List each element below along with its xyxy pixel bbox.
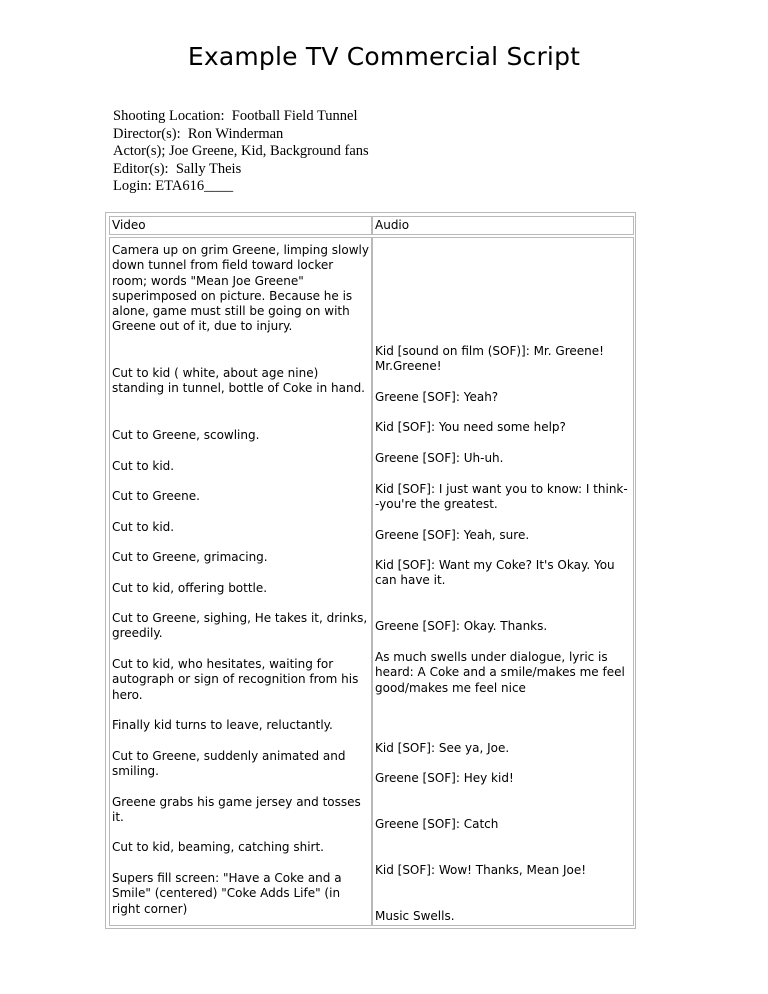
audio-entry: Greene [SOF]: Okay. Thanks. bbox=[375, 619, 548, 633]
shooting-location: Shooting Location: Football Field Tunnel bbox=[113, 108, 358, 124]
audio-entry: Kid [SOF]: Wow! Thanks, Mean Joe! bbox=[375, 863, 587, 877]
audio-entry: As much swells under dialogue, lyric is heard: A Coke and a smile/makes me feel good/makes me feel nice bbox=[375, 650, 625, 695]
audio-entry: Kid [SOF]: See ya, Joe. bbox=[375, 741, 510, 755]
video-entry: Camera up on grim Greene, limping slowly down tunnel from field toward locker room; words "Mean Joe Greene" superimposed on picture. Because he is alone, game must still be going on with Greene out of it, due to injury. bbox=[112, 243, 369, 334]
video-entry: Cut to Greene, sighing, He takes it, drinks, greedily. bbox=[112, 611, 368, 641]
actors: Actor(s); Joe Greene, Kid, Background fans bbox=[113, 143, 369, 160]
video-column-header: Video bbox=[109, 216, 372, 235]
audio-entry: Greene [SOF]: Catch bbox=[375, 817, 499, 831]
audio-entry: Music Swells. bbox=[375, 909, 455, 923]
production-details bbox=[113, 108, 369, 196]
audio-entry: Greene [SOF]: Hey kid! bbox=[375, 771, 514, 785]
video-entry: Cut to Greene, suddenly animated and smiling. bbox=[112, 749, 346, 779]
video-entry: Cut to kid, offering bottle. bbox=[112, 581, 268, 595]
video-entry: Cut to Greene, scowling. bbox=[112, 428, 260, 442]
directors: Director(s): Ron Winderman bbox=[113, 125, 284, 142]
video-entry: Cut to kid, who hesitates, waiting for autograph or sign of recognition from his hero. bbox=[112, 657, 359, 702]
audio-column-header: Audio bbox=[372, 216, 634, 235]
video-entry: Cut to Greene, grimacing. bbox=[112, 550, 268, 564]
page-title: Example TV Commercial Script bbox=[187, 42, 581, 71]
audio-entry: Kid [SOF]: Want my Coke? It's Okay. You can have it. bbox=[375, 558, 615, 588]
audio-column bbox=[372, 237, 634, 926]
video-entry: Finally kid turns to leave, reluctantly. bbox=[112, 718, 333, 732]
editors: Editor(s): Sally Theis bbox=[113, 160, 242, 177]
video-entry: Cut to kid. bbox=[112, 459, 175, 473]
script-table bbox=[105, 212, 636, 929]
video-entry: Supers fill screen: "Have a Coke and a Smile" (centered) "Coke Adds Life" (in right corner) bbox=[112, 871, 342, 916]
video-entry: Cut to kid ( white, about age nine) standing in tunnel, bottle of Coke in hand. bbox=[112, 366, 365, 396]
audio-entry: Greene [SOF]: Uh-uh. bbox=[375, 451, 504, 465]
audio-entry: Kid [sound on film (SOF)]: Mr. Greene! Mr.Greene! bbox=[375, 344, 604, 374]
audio-entry: Greene [SOF]: Yeah? bbox=[375, 390, 499, 404]
login: Login: ETA616____ bbox=[113, 178, 234, 195]
audio-entry: Kid [SOF]: You need some help? bbox=[375, 420, 566, 434]
video-entry: Cut to kid. bbox=[112, 520, 175, 534]
video-entry: Greene grabs his game jersey and tosses it. bbox=[112, 795, 361, 825]
audio-entry: Greene [SOF]: Yeah, sure. bbox=[375, 528, 530, 542]
video-entry: Cut to Greene. bbox=[112, 489, 200, 503]
audio-entry: Kid [SOF]: I just want you to know: I think--you're the greatest. bbox=[375, 482, 628, 512]
video-column bbox=[109, 237, 372, 926]
video-entry: Cut to kid, beaming, catching shirt. bbox=[112, 840, 324, 854]
